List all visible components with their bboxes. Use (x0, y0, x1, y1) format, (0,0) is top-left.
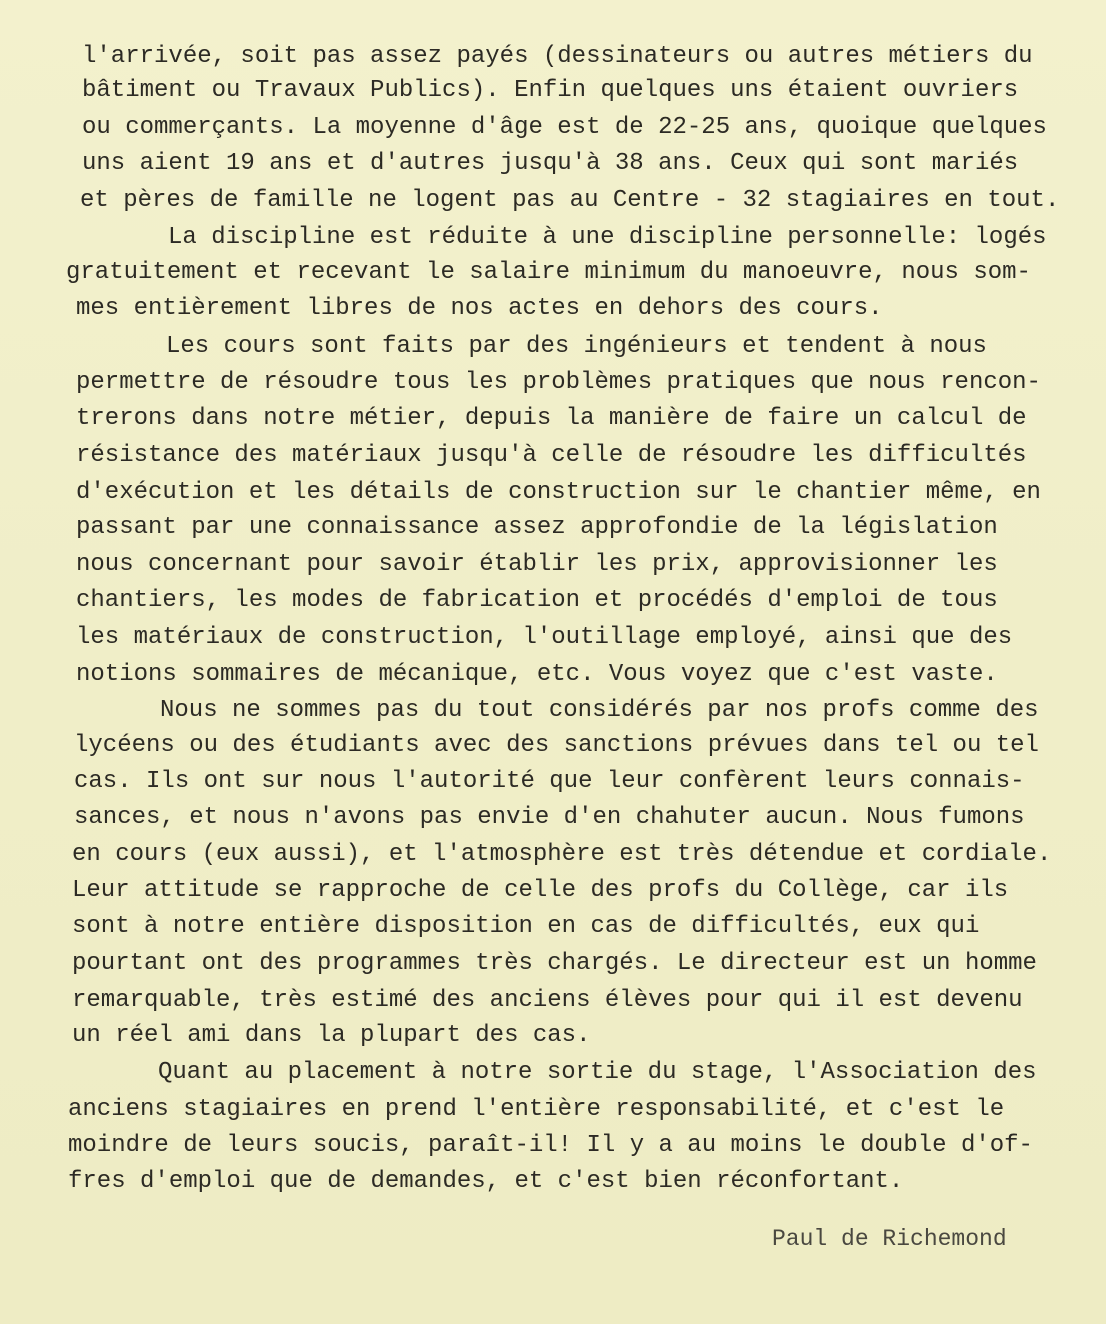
text-line: Quant au placement à notre sortie du stage, l'Association des (158, 1059, 1037, 1086)
text-line: sont à notre entière disposition en cas de difficultés, eux qui (72, 913, 980, 940)
text-line: l'arrivée, soit pas assez payés (dessinateurs ou autres métiers du (82, 43, 1033, 70)
text-line: Les cours sont faits par des ingénieurs et tendent à nous (166, 333, 987, 360)
text-line: La discipline est réduite à une discipline personnelle: logés (168, 224, 1047, 251)
text-line: lycéens ou des étudiants avec des sanctions prévues dans tel ou tel (74, 732, 1039, 759)
text-line: résistance des matériaux jusqu'à celle de résoudre les difficultés (76, 442, 1027, 469)
text-line: chantiers, les modes de fabrication et procédés d'emploi de tous (76, 587, 998, 614)
text-line: passant par une connaissance assez approfondie de la législation (76, 514, 998, 541)
text-line: remarquable, très estimé des anciens élèves pour qui il est devenu (72, 987, 1023, 1014)
text-line: gratuitement et recevant le salaire minimum du manoeuvre, nous som- (66, 259, 1031, 286)
text-line: nous concernant pour savoir établir les prix, approvisionner les (76, 551, 998, 578)
text-line: ou commerçants. La moyenne d'âge est de 22-25 ans, quoique quelques (82, 114, 1047, 141)
signature: Paul de Richemond (772, 1226, 1007, 1252)
text-line: cas. Ils ont sur nous l'autorité que leur confèrent leurs connais- (74, 768, 1025, 795)
text-line: mes entièrement libres de nos actes en dehors des cours. (76, 295, 883, 322)
text-line: Nous ne sommes pas du tout considérés par nos profs comme des (160, 697, 1039, 724)
text-line: permettre de résoudre tous les problèmes pratiques que nous rencon- (76, 369, 1041, 396)
text-line: uns aient 19 ans et d'autres jusqu'à 38 ans. Ceux qui sont mariés (82, 150, 1019, 177)
text-line: les matériaux de construction, l'outillage employé, ainsi que des (76, 624, 1013, 651)
text-line: trerons dans notre métier, depuis la manière de faire un calcul de (76, 405, 1027, 432)
text-line: Leur attitude se rapproche de celle des profs du Collège, car ils (72, 877, 1009, 904)
text-line: moindre de leurs soucis, paraît-il! Il y a au moins le double d'of- (68, 1132, 1033, 1159)
text-line: un réel ami dans la plupart des cas. (72, 1022, 591, 1049)
text-line: fres d'emploi que de demandes, et c'est bien réconfortant. (68, 1168, 904, 1195)
text-line: notions sommaires de mécanique, etc. Vous voyez que c'est vaste. (76, 661, 998, 688)
text-line: d'exécution et les détails de construction sur le chantier même, en (76, 479, 1041, 506)
text-line: pourtant ont des programmes très chargés. Le directeur est un homme (72, 950, 1037, 977)
text-line: sances, et nous n'avons pas envie d'en chahuter aucun. Nous fumons (74, 804, 1025, 831)
text-line: et pères de famille ne logent pas au Centre - 32 stagiaires en tout. (80, 187, 1060, 214)
text-line: bâtiment ou Travaux Publics). Enfin quelques uns étaient ouvriers (82, 77, 1019, 104)
text-line: anciens stagiaires en prend l'entière responsabilité, et c'est le (68, 1096, 1005, 1123)
text-line: en cours (eux aussi), et l'atmosphère est très détendue et cordiale. (72, 841, 1052, 868)
